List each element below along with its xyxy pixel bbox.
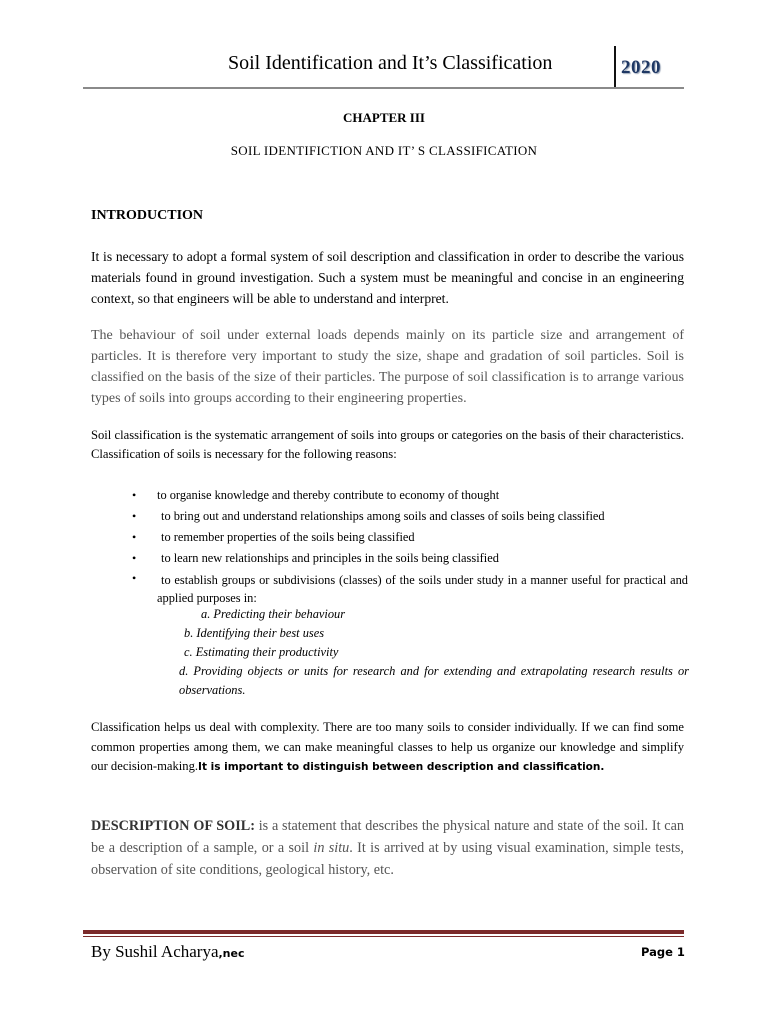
intro-paragraph-2: The behaviour of soil under external loads depends mainly on its particle size and arrangement of particles. It is therefore very important to study the size, shape and gradation of soil particles. Soil is classified on the basis of the size of their particles. The purpose of soil classification is to arrange various types of soils into groups according to their engineering properties. xyxy=(91,328,684,406)
bullet-icon: • xyxy=(132,530,137,544)
reasons-list xyxy=(132,485,688,607)
header-rule xyxy=(83,87,684,89)
introduction-heading: INTRODUCTION xyxy=(91,208,204,223)
chapter-number: CHAPTER III xyxy=(343,110,425,125)
bullet-icon: • xyxy=(132,551,137,565)
emphasis-text: It is important to distinguish between description and classification. xyxy=(198,761,605,773)
footer-rule-thin xyxy=(83,936,684,937)
footer-author: By Sushil Acharya,nec xyxy=(91,942,245,961)
description-paragraph: DESCRIPTION OF SOIL: is a statement that describes the physical nature and state of the soil. It can be a description of a sample, or a soil in situ. It is arrived at by using visual examination, simple tests, observation of site conditions, geological history, etc. xyxy=(91,818,684,878)
list-item: • to bring out and understand relationships among soils and classes of soils being classified xyxy=(132,506,688,527)
intro-paragraph-3: Soil classification is the systematic arrangement of soils into groups or categories on the basis of their characteristics. Classification of soils is necessary for the following reasons: xyxy=(91,428,684,461)
purposes-list xyxy=(179,605,689,700)
page-number: Page 1 xyxy=(641,945,685,959)
footer-affiliation: ,nec xyxy=(218,947,245,960)
header-year: 2020 xyxy=(621,57,661,78)
bullet-icon: • xyxy=(132,509,137,523)
list-item: d. Providing objects or units for research and for extending and extrapolating research results or observations. xyxy=(179,664,689,697)
bullet-icon: • xyxy=(132,571,137,585)
footer-rule-thick xyxy=(83,930,684,934)
complexity-paragraph: Classification helps us deal with complexity. There are too many soils to consider individually. If we can find some common properties among them, we can make meaningful classes to help us organize our knowledge and simplify our decision-making.It is important to distinguish between description and classification. xyxy=(91,720,684,773)
list-item: • to establish groups or subdivisions (classes) of the soils under study in a manner useful for practical and applied purposes in: xyxy=(132,571,688,605)
description-label: DESCRIPTION OF SOIL: xyxy=(91,818,255,834)
list-item: c. Estimating their productivity xyxy=(184,645,339,659)
running-header-title: Soil Identification and It’s Classification xyxy=(228,52,553,74)
list-item: a. Predicting their behaviour xyxy=(201,607,346,621)
header-vertical-divider xyxy=(614,46,616,88)
list-item: • to organise knowledge and thereby contribute to economy of thought xyxy=(132,485,688,506)
bullet-icon: • xyxy=(132,488,137,502)
intro-paragraph-1: It is necessary to adopt a formal system of soil description and classification in order to describe the various materials found in ground investigation. Such a system must be meaningful and concise in an engineering context, so that engineers will be able to understand and interpret. xyxy=(91,249,684,306)
list-item: • to learn new relationships and principles in the soils being classified xyxy=(132,548,688,569)
list-item: b. Identifying their best uses xyxy=(184,626,325,640)
chapter-title: SOIL IDENTIFICTION AND IT’ S CLASSIFICATION xyxy=(230,143,538,158)
list-item: • to remember properties of the soils being classified xyxy=(132,527,688,548)
